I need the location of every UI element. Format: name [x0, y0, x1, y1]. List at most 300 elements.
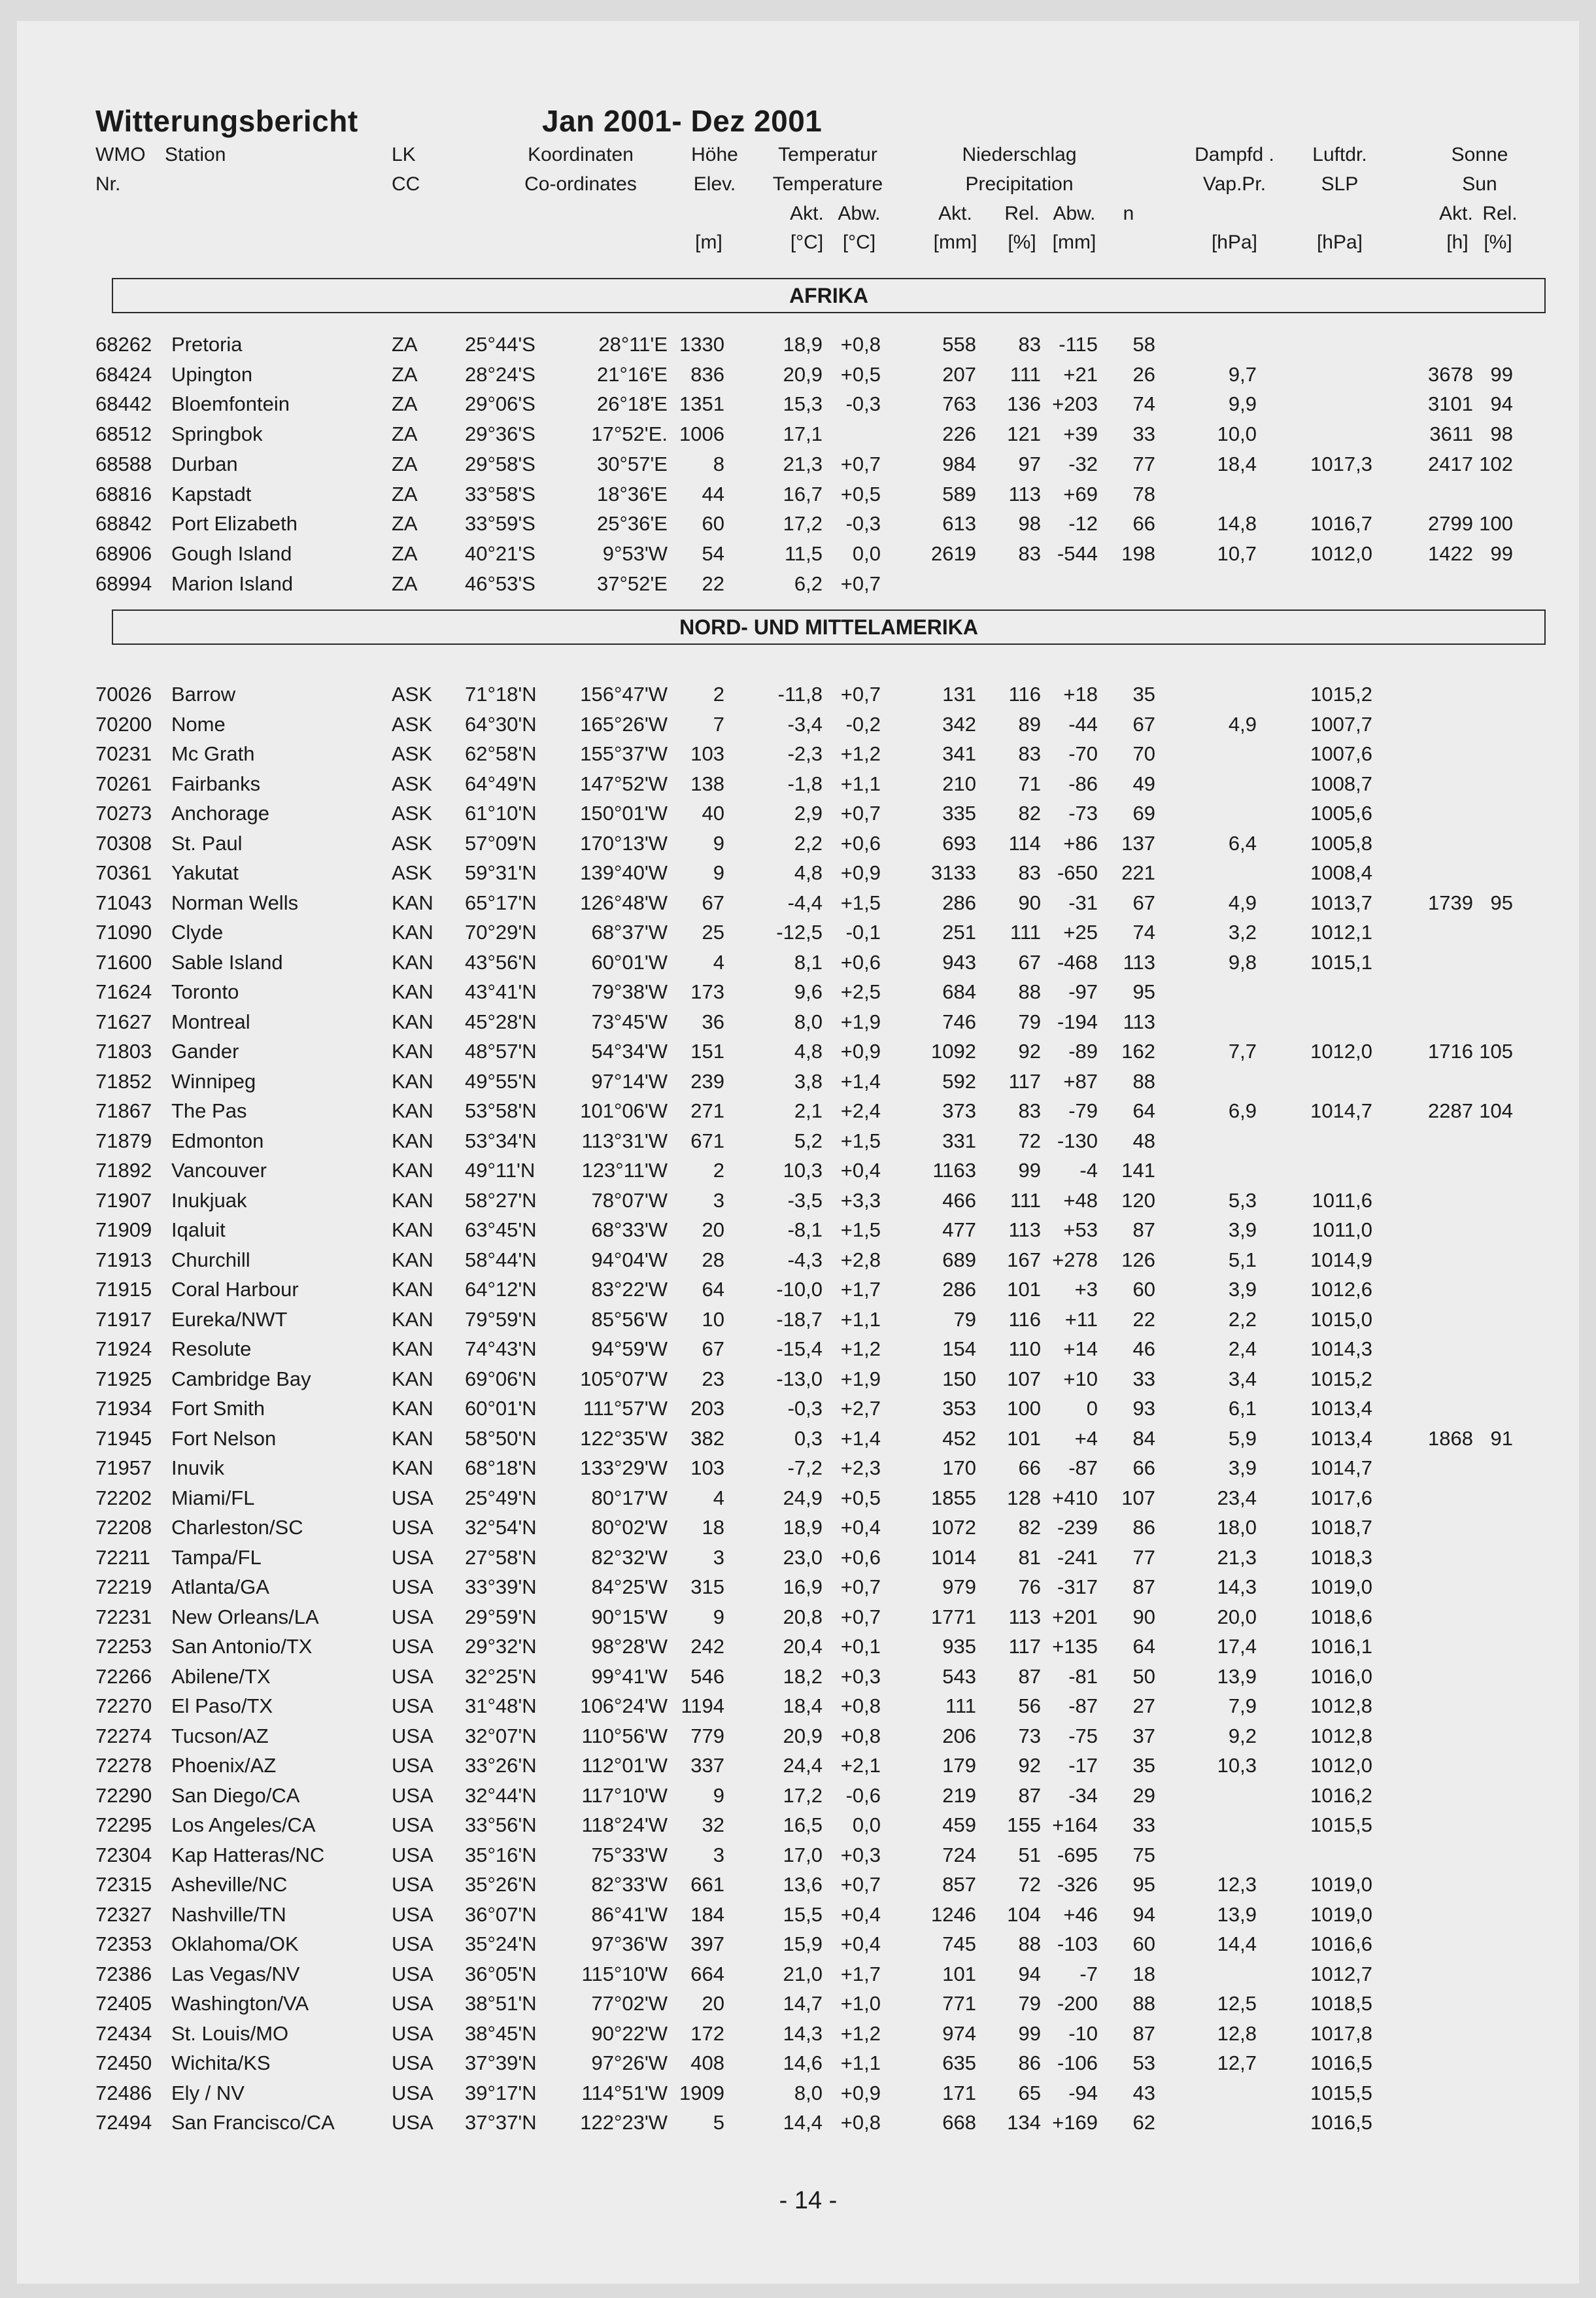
cell-temp-actual: -1,8 [787, 772, 823, 795]
cell-longitude: 68°37'W [591, 921, 668, 944]
cell-latitude: 48°57'N [465, 1040, 537, 1063]
table-row [17, 422, 1579, 451]
cell-latitude: 46°53'S [465, 572, 535, 595]
table-row [17, 772, 1579, 801]
cell-precip-days: 95 [1132, 980, 1155, 1003]
cell-elevation: 3 [713, 1188, 724, 1212]
cell-precip-days: 70 [1132, 742, 1155, 765]
cell-precip-days: 58 [1132, 333, 1155, 356]
table-row [17, 572, 1579, 601]
cell-longitude: 30°57'E [597, 452, 668, 475]
header-unit-m: [m] [695, 232, 722, 253]
cell-precip-actual: 2619 [931, 541, 976, 565]
cell-sea-level-pressure: 1017,8 [1310, 2021, 1372, 2045]
cell-precip-actual: 693 [942, 831, 976, 855]
cell-elevation: 9 [713, 831, 724, 855]
cell-latitude: 29°58'S [465, 452, 535, 475]
cell-precip-deviation: -239 [1057, 1516, 1098, 1539]
cell-precip-days: 62 [1132, 2111, 1155, 2134]
cell-sea-level-pressure: 1019,0 [1310, 1902, 1372, 1926]
cell-country-code: ASK [392, 802, 433, 825]
cell-country-code: ASK [392, 772, 433, 795]
table-row [17, 1456, 1579, 1485]
cell-precip-deviation: -73 [1068, 802, 1098, 825]
cell-wmo-nr: 72353 [95, 1932, 152, 1955]
cell-country-code: USA [392, 1873, 433, 1896]
cell-elevation: 382 [690, 1426, 724, 1450]
table-row [17, 1189, 1579, 1218]
cell-temp-actual: 4,8 [794, 861, 823, 884]
cell-precip-actual: 558 [942, 333, 976, 356]
cell-station-name: Asheville/NC [171, 1873, 288, 1896]
cell-precip-actual: 1855 [931, 1486, 976, 1509]
cell-latitude: 64°49'N [465, 772, 537, 795]
table-row [17, 512, 1579, 541]
cell-vapour-pressure: 20,0 [1217, 1605, 1257, 1628]
cell-precip-actual: 452 [942, 1426, 976, 1450]
cell-latitude: 62°58'N [465, 742, 537, 765]
cell-temp-deviation: +2,5 [840, 980, 881, 1003]
cell-vapour-pressure: 3,4 [1228, 1367, 1257, 1390]
cell-latitude: 53°58'N [465, 1099, 537, 1122]
cell-precip-deviation: -200 [1057, 1992, 1098, 2015]
cell-station-name: Edmonton [171, 1129, 264, 1152]
cell-sea-level-pressure: 1015,5 [1310, 2081, 1372, 2104]
cell-latitude: 63°45'N [465, 1218, 537, 1241]
cell-longitude: 90°22'W [591, 2021, 668, 2045]
cell-station-name: St. Louis/MO [171, 2021, 289, 2045]
cell-precip-deviation: +169 [1052, 2111, 1098, 2134]
cell-station-name: Churchill [171, 1248, 250, 1271]
cell-temp-actual: 17,2 [783, 512, 823, 536]
cell-country-code: KAN [392, 891, 433, 914]
cell-wmo-nr: 70261 [95, 772, 152, 795]
cell-precip-relative: 88 [1018, 1932, 1041, 1955]
cell-precip-days: 87 [1132, 1575, 1155, 1598]
cell-precip-deviation: +135 [1052, 1635, 1098, 1658]
cell-wmo-nr: 68842 [95, 512, 152, 536]
cell-vapour-pressure: 2,2 [1228, 1307, 1257, 1331]
header-temperatur: Temperatur [778, 144, 877, 165]
cell-sea-level-pressure: 1012,0 [1310, 541, 1372, 565]
cell-precip-relative: 116 [1008, 683, 1041, 706]
cell-sea-level-pressure: 1015,5 [1310, 1813, 1372, 1836]
cell-precip-deviation: -695 [1057, 1843, 1098, 1866]
cell-sea-level-pressure: 1016,6 [1310, 1932, 1372, 1955]
table-row [17, 1099, 1579, 1128]
cell-temp-deviation: +0,8 [840, 333, 881, 356]
cell-country-code: USA [392, 1486, 433, 1509]
cell-precip-deviation: +11 [1064, 1307, 1098, 1331]
cell-temp-actual: 18,9 [783, 333, 823, 356]
cell-elevation: 28 [702, 1248, 724, 1271]
cell-temp-deviation: +1,1 [840, 1307, 881, 1331]
cell-precip-deviation: +14 [1063, 1337, 1098, 1360]
cell-station-name: Fairbanks [171, 772, 261, 795]
cell-country-code: USA [392, 1635, 433, 1658]
cell-wmo-nr: 68262 [95, 333, 152, 356]
cell-temp-deviation: +0,8 [840, 1724, 881, 1747]
cell-sea-level-pressure: 1008,4 [1310, 861, 1372, 884]
cell-vapour-pressure: 12,8 [1217, 2021, 1257, 2045]
cell-temp-actual: 0,3 [794, 1426, 823, 1450]
cell-temp-actual: 8,1 [794, 950, 823, 974]
cell-sea-level-pressure: 1012,8 [1310, 1694, 1372, 1717]
cell-precip-relative: 72 [1018, 1129, 1041, 1152]
cell-sea-level-pressure: 1012,0 [1310, 1040, 1372, 1063]
cell-temp-deviation: +0,4 [840, 1516, 881, 1539]
header-nr: Nr. [95, 173, 121, 195]
cell-longitude: 86°41'W [591, 1902, 668, 1926]
table-row [17, 1278, 1579, 1307]
cell-sunshine-relative: 91 [1490, 1426, 1513, 1450]
cell-station-name: Kapstadt [171, 482, 252, 506]
cell-sea-level-pressure: 1014,9 [1310, 1248, 1372, 1271]
cell-sunshine-hours: 3678 [1428, 362, 1473, 386]
cell-precip-actual: 459 [942, 1813, 976, 1836]
cell-station-name: Miami/FL [171, 1486, 255, 1509]
cell-station-name: Gander [171, 1040, 239, 1063]
cell-longitude: 85°56'W [591, 1307, 668, 1331]
cell-precip-relative: 79 [1018, 1992, 1041, 2015]
cell-longitude: 80°02'W [591, 1516, 668, 1539]
cell-latitude: 40°21'S [465, 541, 535, 565]
cell-temp-deviation: -0,3 [845, 392, 881, 416]
cell-precip-relative: 76 [1018, 1575, 1041, 1598]
cell-precip-relative: 87 [1018, 1783, 1041, 1807]
table-row [17, 1575, 1579, 1604]
cell-elevation: 36 [702, 1010, 724, 1033]
cell-sea-level-pressure: 1019,0 [1310, 1873, 1372, 1896]
cell-temp-deviation: +0,3 [840, 1843, 881, 1866]
table-row [17, 363, 1579, 392]
cell-elevation: 9 [713, 1605, 724, 1628]
cell-sea-level-pressure: 1018,7 [1310, 1516, 1372, 1539]
cell-temp-actual: 2,9 [794, 802, 823, 825]
cell-precip-actual: 477 [942, 1218, 976, 1241]
cell-precip-deviation: -106 [1057, 2051, 1098, 2074]
cell-precip-deviation: -87 [1068, 1456, 1098, 1479]
cell-temp-deviation: +1,9 [840, 1010, 881, 1033]
cell-country-code: KAN [392, 1099, 433, 1122]
cell-longitude: 97°26'W [591, 2051, 668, 2074]
cell-vapour-pressure: 13,9 [1217, 1664, 1257, 1688]
cell-vapour-pressure: 12,5 [1217, 1992, 1257, 2015]
cell-precip-deviation: +46 [1063, 1902, 1098, 1926]
cell-elevation: 664 [690, 1962, 724, 1985]
cell-longitude: 73°45'W [591, 1010, 668, 1033]
cell-precip-days: 126 [1121, 1248, 1155, 1271]
cell-latitude: 29°36'S [465, 422, 535, 446]
cell-country-code: KAN [392, 1248, 433, 1271]
cell-precip-relative: 79 [1018, 1010, 1041, 1033]
cell-elevation: 7 [713, 712, 724, 736]
header-dampfd: Dampfd . [1195, 144, 1274, 165]
cell-precip-actual: 979 [942, 1575, 976, 1598]
cell-wmo-nr: 71913 [95, 1248, 152, 1271]
cell-precip-actual: 101 [942, 1962, 976, 1985]
header-luftdr: Luftdr. [1312, 144, 1367, 165]
cell-latitude: 69°06'N [465, 1367, 537, 1390]
cell-precip-days: 67 [1132, 891, 1155, 914]
cell-sea-level-pressure: 1005,6 [1310, 802, 1372, 825]
cell-elevation: 151 [690, 1040, 724, 1063]
cell-precip-deviation: -10 [1068, 2021, 1098, 2045]
cell-longitude: 94°04'W [591, 1248, 668, 1271]
cell-station-name: Tucson/AZ [171, 1724, 269, 1747]
table-row [17, 802, 1579, 831]
cell-vapour-pressure: 5,9 [1228, 1426, 1257, 1450]
header-unit-mm: [mm] [933, 232, 977, 253]
cell-precip-days: 60 [1132, 1278, 1155, 1301]
cell-precip-actual: 210 [942, 772, 976, 795]
cell-precip-deviation: -194 [1057, 1010, 1098, 1033]
cell-temp-deviation: +1,2 [840, 1337, 881, 1360]
cell-precip-relative: 89 [1018, 712, 1041, 736]
cell-station-name: Fort Nelson [171, 1426, 277, 1450]
cell-precip-days: 50 [1132, 1664, 1155, 1688]
cell-temp-deviation: +0,6 [840, 950, 881, 974]
cell-precip-actual: 131 [942, 683, 976, 706]
cell-precip-actual: 763 [942, 392, 976, 416]
cell-sea-level-pressure: 1014,7 [1310, 1456, 1372, 1479]
cell-precip-days: 22 [1132, 1307, 1155, 1331]
cell-precip-days: 94 [1132, 1902, 1155, 1926]
cell-sea-level-pressure: 1016,1 [1310, 1635, 1372, 1658]
cell-wmo-nr: 71892 [95, 1159, 152, 1182]
header-sun-akt: Akt. [1439, 203, 1473, 224]
cell-elevation: 3 [713, 1843, 724, 1866]
cell-precip-days: 84 [1132, 1426, 1155, 1450]
header-unit-c1: [°C] [790, 232, 824, 253]
cell-temp-actual: 18,4 [783, 1694, 823, 1717]
cell-precip-days: 69 [1132, 802, 1155, 825]
cell-precip-deviation: -4 [1079, 1159, 1098, 1182]
cell-precip-relative: 83 [1018, 1099, 1041, 1122]
cell-temp-deviation: +0,4 [840, 1932, 881, 1955]
cell-elevation: 10 [702, 1307, 724, 1331]
cell-station-name: Clyde [171, 921, 224, 944]
cell-temp-actual: 24,4 [783, 1754, 823, 1777]
cell-precip-actual: 79 [953, 1307, 976, 1331]
cell-sea-level-pressure: 1016,7 [1310, 512, 1372, 536]
cell-precip-deviation: +3 [1074, 1278, 1098, 1301]
cell-precip-actual: 206 [942, 1724, 976, 1747]
cell-precip-actual: 226 [942, 422, 976, 446]
table-row [17, 333, 1579, 362]
cell-precip-relative: 111 [1010, 921, 1041, 944]
cell-temp-deviation: +1,5 [840, 1218, 881, 1241]
cell-latitude: 31°48'N [465, 1694, 537, 1717]
cell-longitude: 105°07'W [580, 1367, 668, 1390]
cell-sea-level-pressure: 1012,1 [1310, 921, 1372, 944]
cell-precip-relative: 121 [1007, 422, 1041, 446]
cell-longitude: 123°11'W [581, 1159, 668, 1182]
cell-temp-deviation: +0,4 [840, 1159, 881, 1182]
cell-precip-deviation: +201 [1052, 1605, 1098, 1628]
header-sun: Sun [1462, 173, 1497, 195]
cell-temp-deviation: +1,2 [840, 2021, 881, 2045]
cell-country-code: USA [392, 1932, 433, 1955]
cell-temp-actual: 20,4 [783, 1635, 823, 1658]
cell-wmo-nr: 71627 [95, 1010, 152, 1033]
cell-country-code: ZA [392, 362, 418, 386]
table-row [17, 1367, 1579, 1396]
cell-country-code: USA [392, 1694, 433, 1717]
cell-station-name: Coral Harbour [171, 1278, 299, 1301]
cell-precip-actual: 150 [942, 1367, 976, 1390]
cell-precip-deviation: +39 [1063, 422, 1098, 446]
cell-longitude: 75°33'W [591, 1843, 668, 1866]
cell-station-name: Port Elizabeth [171, 512, 297, 536]
cell-temp-deviation: +0,9 [840, 861, 881, 884]
cell-longitude: 170°13'W [580, 831, 668, 855]
table-row [17, 832, 1579, 861]
cell-precip-days: 60 [1132, 1932, 1155, 1955]
cell-longitude: 117°10'W [581, 1783, 668, 1807]
cell-temp-actual: -11,8 [777, 683, 823, 706]
table-row [17, 1427, 1579, 1456]
cell-precip-deviation: +87 [1063, 1069, 1098, 1093]
cell-temp-actual: -10,0 [776, 1278, 823, 1301]
table-row [17, 891, 1579, 920]
cell-wmo-nr: 68588 [95, 452, 152, 475]
cell-elevation: 8 [713, 452, 724, 475]
cell-precip-deviation: +4 [1074, 1426, 1098, 1450]
header-prec-rel: Rel. [1004, 203, 1040, 224]
cell-precip-deviation: -130 [1057, 1129, 1098, 1152]
cell-wmo-nr: 70231 [95, 742, 152, 765]
cell-vapour-pressure: 4,9 [1228, 712, 1257, 736]
cell-precip-actual: 111 [945, 1694, 976, 1717]
cell-temp-actual: 2,2 [794, 831, 823, 855]
cell-sunshine-relative: 105 [1479, 1040, 1513, 1063]
cell-temp-deviation: +0,6 [840, 1545, 881, 1569]
cell-precip-relative: 99 [1018, 2021, 1041, 2045]
cell-wmo-nr: 71957 [95, 1456, 152, 1479]
cell-wmo-nr: 68512 [95, 422, 152, 446]
cell-country-code: USA [392, 2111, 433, 2134]
cell-wmo-nr: 71879 [95, 1129, 152, 1152]
header-prec-n: n [1123, 203, 1134, 224]
cell-wmo-nr: 71909 [95, 1218, 152, 1241]
cell-station-name: Ely / NV [171, 2081, 245, 2104]
cell-sea-level-pressure: 1017,3 [1310, 452, 1372, 475]
cell-temp-deviation: +0,1 [840, 1635, 881, 1658]
cell-sea-level-pressure: 1016,5 [1310, 2111, 1372, 2134]
cell-wmo-nr: 71945 [95, 1426, 152, 1450]
cell-vapour-pressure: 2,4 [1228, 1337, 1257, 1360]
cell-temp-actual: -18,7 [776, 1307, 823, 1331]
cell-sea-level-pressure: 1012,7 [1310, 1962, 1372, 1985]
cell-precip-deviation: -317 [1057, 1575, 1098, 1598]
cell-precip-days: 87 [1132, 2021, 1155, 2045]
header-unit-mm2: [mm] [1052, 232, 1096, 253]
cell-vapour-pressure: 7,7 [1228, 1040, 1257, 1063]
cell-wmo-nr: 71925 [95, 1367, 152, 1390]
cell-country-code: USA [392, 2081, 433, 2104]
cell-wmo-nr: 72202 [95, 1486, 152, 1509]
cell-temp-deviation: +1,4 [840, 1069, 881, 1093]
cell-precip-deviation: -326 [1057, 1873, 1098, 1896]
cell-precip-actual: 342 [942, 712, 976, 736]
table-row [17, 1992, 1579, 2021]
cell-latitude: 49°55'N [465, 1069, 537, 1093]
cell-precip-deviation: -32 [1068, 452, 1098, 475]
cell-elevation: 836 [690, 362, 724, 386]
table-row [17, 1040, 1579, 1069]
cell-precip-days: 95 [1132, 1873, 1155, 1896]
header-unit-c2: [°C] [842, 232, 876, 253]
cell-precip-days: 88 [1132, 1069, 1155, 1093]
cell-station-name: Resolute [171, 1337, 252, 1360]
cell-longitude: 150°01'W [580, 802, 668, 825]
cell-temp-actual: 17,2 [783, 1783, 823, 1807]
table-row [17, 1337, 1579, 1366]
table-row [17, 1308, 1579, 1337]
cell-sea-level-pressure: 1013,4 [1310, 1426, 1372, 1450]
cell-temp-deviation: +0,9 [840, 1040, 881, 1063]
cell-station-name: Oklahoma/OK [171, 1932, 299, 1955]
cell-vapour-pressure: 4,9 [1228, 891, 1257, 914]
cell-elevation: 671 [690, 1129, 724, 1152]
cell-precip-days: 74 [1132, 921, 1155, 944]
cell-longitude: 133°29'W [580, 1456, 668, 1479]
cell-elevation: 1194 [681, 1694, 724, 1717]
cell-vapour-pressure: 14,3 [1217, 1575, 1257, 1598]
cell-station-name: Inukjuak [171, 1188, 247, 1212]
cell-country-code: USA [392, 1992, 433, 2015]
cell-precip-deviation: +48 [1063, 1188, 1098, 1212]
cell-wmo-nr: 71090 [95, 921, 152, 944]
cell-vapour-pressure: 9,9 [1228, 392, 1257, 416]
cell-elevation: 25 [702, 921, 724, 944]
cell-country-code: KAN [392, 921, 433, 944]
cell-temp-actual: 8,0 [794, 2081, 823, 2104]
cell-vapour-pressure: 9,2 [1228, 1724, 1257, 1747]
cell-temp-actual: 23,0 [783, 1545, 823, 1569]
cell-station-name: El Paso/TX [171, 1694, 273, 1717]
cell-precip-relative: 111 [1010, 1188, 1041, 1212]
cell-latitude: 64°12'N [465, 1278, 537, 1301]
cell-sea-level-pressure: 1013,7 [1310, 891, 1372, 914]
cell-sunshine-relative: 99 [1490, 541, 1513, 565]
cell-station-name: Pretoria [171, 333, 243, 356]
cell-sunshine-hours: 3611 [1429, 422, 1473, 446]
cell-elevation: 271 [690, 1099, 724, 1122]
cell-longitude: 114°51'W [581, 2081, 668, 2104]
cell-precip-actual: 935 [942, 1635, 976, 1658]
cell-wmo-nr: 70200 [95, 712, 152, 736]
cell-latitude: 57°09'N [465, 831, 537, 855]
cell-temp-deviation: +1,7 [840, 1278, 881, 1301]
cell-precip-days: 48 [1132, 1129, 1155, 1152]
cell-precip-relative: 82 [1018, 802, 1041, 825]
cell-station-name: Atlanta/GA [171, 1575, 269, 1598]
cell-country-code: USA [392, 1813, 433, 1836]
table-row [17, 861, 1579, 890]
cell-precip-relative: 81 [1018, 1545, 1041, 1569]
cell-vapour-pressure: 3,9 [1228, 1278, 1257, 1301]
table-row [17, 2111, 1579, 2140]
cell-wmo-nr: 72327 [95, 1902, 152, 1926]
cell-latitude: 35°26'N [465, 1873, 537, 1896]
cell-precip-days: 93 [1132, 1397, 1155, 1420]
cell-country-code: KAN [392, 1129, 433, 1152]
cell-sunshine-relative: 98 [1490, 422, 1513, 446]
cell-precip-actual: 207 [942, 362, 976, 386]
cell-precip-days: 33 [1132, 422, 1155, 446]
